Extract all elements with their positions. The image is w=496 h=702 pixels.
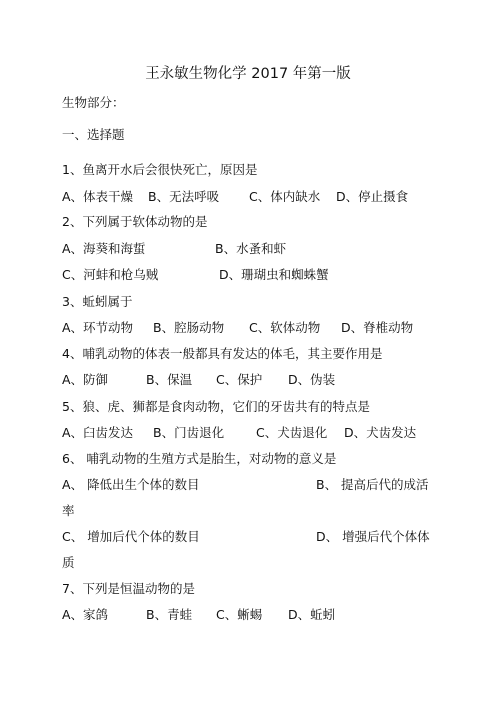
- subsection-heading: 一、选择题: [62, 127, 125, 142]
- question-1-option-b: B、无法呼吸: [148, 189, 220, 204]
- question-stem-6: 6、 哺乳动物的生殖方式是胎生，对动物的意义是: [62, 451, 337, 466]
- question-1-option-c: C、体内缺水: [249, 189, 321, 204]
- question-1-option-d: D、停止摄食: [336, 189, 409, 204]
- question-5-option-d: D、犬齿发达: [344, 425, 417, 440]
- question-4-option-c: C、保护: [216, 372, 263, 387]
- question-stem-4: 4、哺乳动物的体表一般都具有发达的体毛，其主要作用是: [62, 346, 383, 361]
- question-6-option-b-wrap: 率: [62, 503, 75, 518]
- question-2-option-a: A、海葵和海蜇: [62, 241, 146, 256]
- question-6-option-a: A、 降低出生个体的数目: [62, 477, 200, 492]
- question-1-option-a: A、体表干燥: [62, 189, 134, 204]
- document-title: 王永敏生物化学 2017 年第一版: [145, 66, 351, 82]
- question-4-option-a: A、防御: [62, 372, 109, 387]
- question-5-option-c: C、犬齿退化: [256, 425, 328, 440]
- question-7-option-b: B、青蛙: [146, 607, 193, 622]
- question-5-option-a: A、臼齿发达: [62, 425, 134, 440]
- question-stem-7: 7、下列是恒温动物的是: [62, 581, 195, 596]
- question-6-option-b: B、 提高后代的成活: [316, 477, 429, 492]
- question-stem-5: 5、狼、虎、狮都是食肉动物，它们的牙齿共有的特点是: [62, 399, 370, 414]
- question-3-option-d: D、脊椎动物: [341, 320, 414, 335]
- question-4-option-d: D、伪装: [288, 372, 336, 387]
- question-4-option-b: B、保温: [146, 372, 193, 387]
- question-2-option-d: D、珊瑚虫和蜘蛛蟹: [219, 267, 329, 282]
- question-6-option-d: D、 增强后代个体体: [316, 529, 430, 544]
- question-stem-2: 2、下列属于软体动物的是: [62, 214, 208, 229]
- question-6-option-c: C、 增加后代个体的数目: [62, 529, 200, 544]
- question-3-option-a: A、环节动物: [62, 320, 134, 335]
- question-stem-1: 1、鱼离开水后会很快死亡，原因是: [62, 162, 258, 177]
- question-stem-3: 3、蚯蚓属于: [62, 294, 133, 309]
- question-2-option-b: B、水蚤和虾: [215, 241, 287, 256]
- question-7-option-a: A、家鸽: [62, 607, 109, 622]
- question-5-option-b: B、门齿退化: [153, 425, 225, 440]
- section-heading: 生物部分：: [62, 95, 125, 110]
- question-3-option-c: C、软体动物: [249, 320, 321, 335]
- question-6-option-d-wrap: 质: [62, 555, 75, 570]
- question-7-option-d: D、蚯蚓: [288, 607, 336, 622]
- question-3-option-b: B、腔肠动物: [153, 320, 225, 335]
- question-2-option-c: C、河蚌和枪乌贼: [62, 267, 159, 282]
- question-7-option-c: C、蜥蜴: [216, 607, 263, 622]
